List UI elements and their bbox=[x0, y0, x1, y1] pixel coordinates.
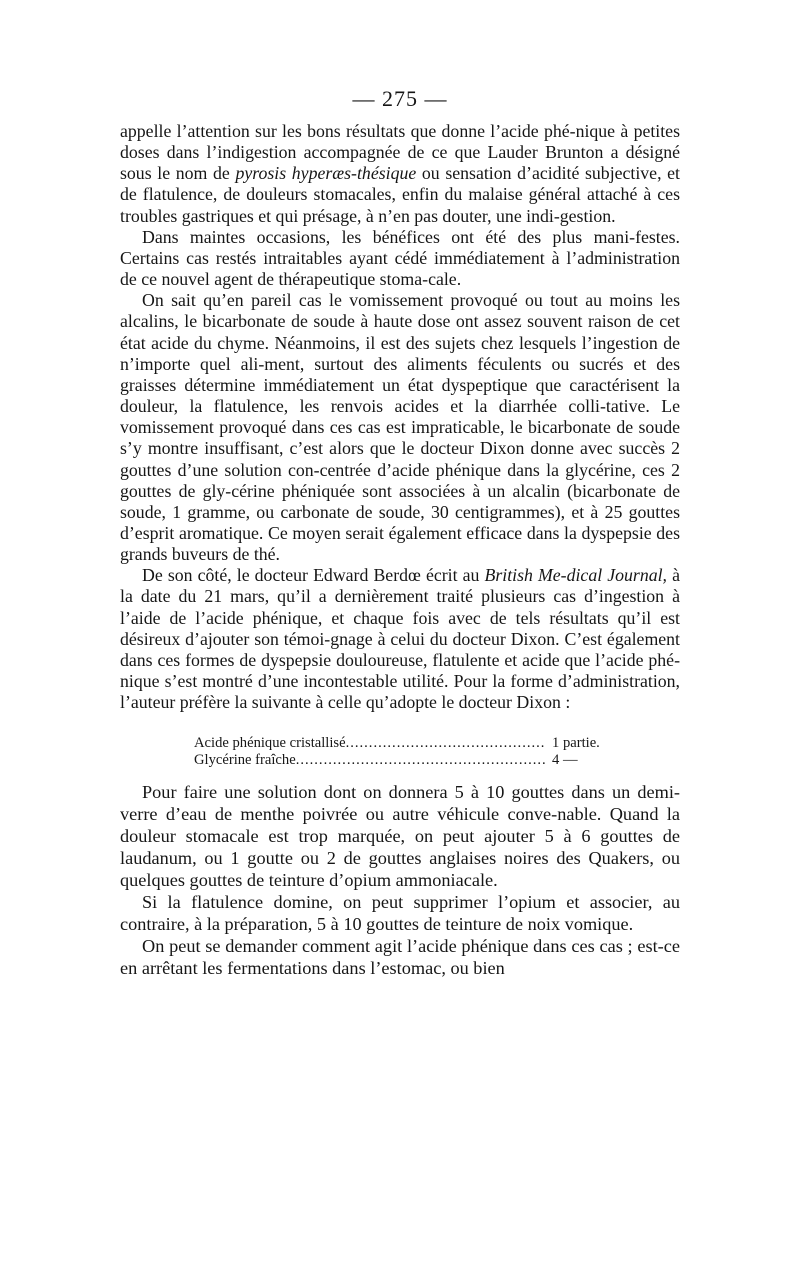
leader-dots bbox=[296, 752, 546, 769]
upper-paragraphs bbox=[120, 121, 680, 713]
paragraph: appelle l’attention sur les bons résultats que donne l’acide phé-nique à petites doses dans l’indigestion accompagnée de ce que Lauder Brunton a désigné sous le nom de pyrosis hyperæs-thésique ou sensation d’acidité subjective, et de flatulence, de douleurs stomacales, enfin du malaise général attaché à ces troubles gastriques et qui présage, à n’en pas douter, une indi-gestion. bbox=[120, 121, 680, 226]
paragraph: Dans maintes occasions, les bénéfices ont été des plus mani-festes. Certains cas restés intraitables ayant cédé immédiatement à l’administration de ce nouvel agent de thérapeutique stoma-cale. bbox=[120, 226, 680, 290]
page-number: — 275 — bbox=[352, 86, 448, 111]
paragraph: De son côté, le docteur Edward Berdœ écrit au British Me-dical Journal, à la date du 21 mars, qu’il a dernièrement traité plusieurs cas d’ingestion à l’aide de l’acide phénique, et chaque fois avec de tels résultats qu’il est désireux d’ajouter son témoi-gnage à celui du docteur Dixon. C’est également dans ces formes de dyspepsie douloureuse, flatulente et acide que l’acide phé-nique s’est montré d’une incontestable utilité. Pour la forme d’administration, l’auteur préfère la suivante à celle qu’adopte le docteur Dixon : bbox=[120, 565, 680, 713]
body-text bbox=[120, 121, 680, 979]
formula-quantity: 4 — bbox=[552, 752, 578, 769]
formula-row bbox=[194, 752, 614, 769]
formula-table bbox=[194, 735, 614, 769]
paragraph: Pour faire une solution dont on donnera 5 à 10 gouttes dans un demi-verre d’eau de menthe poivrée ou autre véhicule conve-nable. Quand la douleur stomacale est trop marquée, on peut ajouter 5 à 6 gouttes de laudanum, ou 1 goutte ou 2 de gouttes anglaises noires des Quakers, ou quelques gouttes de teinture d’opium ammoniacale. bbox=[120, 782, 680, 891]
paragraph: Si la flatulence domine, on peut supprimer l’opium et associer, au contraire, à la préparation, 5 à 10 gouttes de teinture de noix vomique. bbox=[120, 892, 680, 935]
formula-ingredient: Glycérine fraîche bbox=[194, 752, 296, 769]
italic-text: pyrosis hyperæs-thésique bbox=[235, 163, 417, 184]
formula-ingredient: Acide phénique cristallisé bbox=[194, 735, 346, 752]
formula-row bbox=[194, 735, 614, 752]
leader-dots bbox=[346, 735, 546, 752]
paragraph: On sait qu’en pareil cas le vomissement provoqué ou tout au moins les alcalins, le bicarbonate de soude à haute dose ont assez souvent raison de cet état acide du chyme. Néanmoins, il est des sujets chez lesquels l’ingestion de n’importe quel ali-ment, surtout des aliments féculents ou sucrés et des graisses détermine immédiatement un état dyspeptique que caractérisent la douleur, la flatulence, les renvois acides et la diarrhée colli-tative. Le vomissement provoqué dans ces cas est impraticable, le bicarbonate de soude s’y montre insuffisant, c’est alors que le docteur Dixon donne avec succès 2 gouttes d’une solution con-centrée d’acide phénique dans la glycérine, ces 2 gouttes de gly-cérine phéniquée sont associées à un alcalin (bicarbonate de soude, 1 gramme, ou carbonate de soude, 30 centigrammes), et à 25 gouttes d’esprit aromatique. Ce moyen serait également efficace dans la dyspepsie des grands buveurs de thé. bbox=[120, 290, 680, 565]
paragraph: On peut se demander comment agit l’acide phénique dans ces cas ; est-ce en arrêtant les fermentations dans l’estomac, ou bien bbox=[120, 936, 680, 979]
italic-text: British Me-dical Journal, bbox=[484, 565, 668, 586]
formula-quantity: 1 partie. bbox=[552, 735, 600, 752]
lower-paragraphs bbox=[120, 781, 680, 979]
